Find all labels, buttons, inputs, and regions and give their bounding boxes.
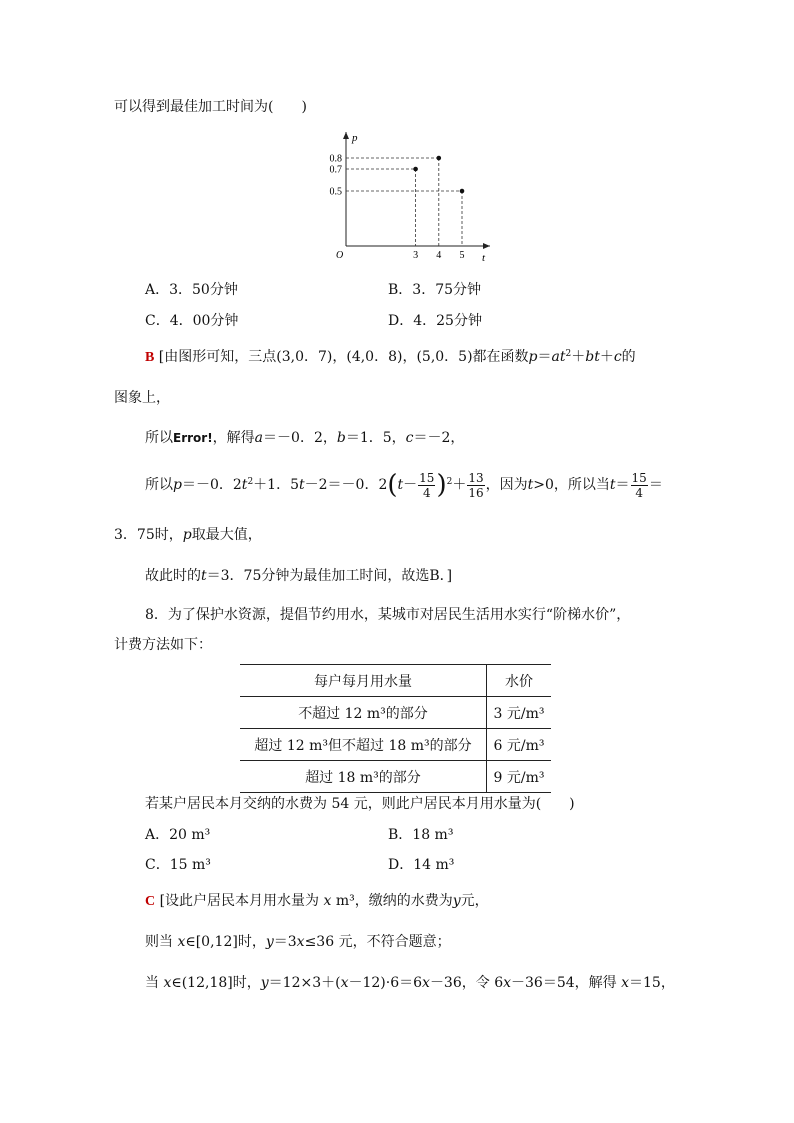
q8-question: 若某户居民本月交纳的水费为 54 元，则此户居民本月用水量为( ): [145, 796, 575, 812]
q7-option-c: C．4．00分钟: [145, 313, 239, 329]
q8-stem-line1: 8．为了保护水资源，提倡节约用水，某城市对居民生活用水实行“阶梯水价”，: [145, 607, 631, 623]
origin-label: O: [336, 250, 344, 261]
q8-answer-letter: C: [145, 894, 156, 909]
q7-solution-line1: B [由图形可知，三点(3,0．7)，(4,0．8)，(5,0．5)都在函数$p=at^2+bt+c$的: [145, 349, 636, 365]
table-cell: 9 元/m³: [487, 761, 552, 793]
data-point: [460, 189, 465, 194]
table-row: [240, 729, 551, 761]
y-tick-label: 0.7: [329, 164, 342, 176]
y-axis-arrow: [343, 132, 349, 139]
q7-solution-line2: 图象上，: [114, 390, 170, 406]
q7-solution-line4: 所以p＝－0．$2t^2+1$．5t－2＝－0．2(t－ $\frac{15}{4}$ )$^2$＋ $\frac{13}{16}$ ，因为t>0，所以当t＝ $\frac{15}{4}$ ＝: [145, 470, 663, 500]
data-point: [413, 167, 418, 172]
q8-stem-line2: 计费方法如下：: [114, 637, 212, 653]
x-tick-label: 5: [459, 250, 465, 261]
y-tick-label: 0.8: [329, 153, 342, 165]
table-header-row: [240, 665, 551, 697]
y-axis-label: p: [352, 132, 358, 144]
table-cell: 3 元/m³: [487, 697, 552, 729]
table-cell: 超过 18 m³的部分: [240, 761, 487, 793]
question-intro: 可以得到最佳加工时间为( ): [114, 99, 307, 115]
data-point: [437, 156, 442, 161]
fraction-15-4-b: $\frac{15}{4}$: [631, 470, 647, 500]
water-price-table: [240, 664, 551, 793]
fraction-15-4: $\frac{15}{4}$: [419, 470, 435, 500]
table-cell: 不超过 12 m³的部分: [240, 697, 487, 729]
x-axis-label: t: [482, 252, 486, 264]
x-tick-label: 4: [436, 250, 442, 261]
q8-solution-line3: 当 x∈(12,18]时，y＝12×3＋(x－12)·6＝6x－36，令 6x－36＝54，解得 x＝15，: [145, 975, 675, 991]
table-header-cell: 水价: [487, 665, 552, 697]
table-cell: 超过 12 m³但不超过 18 m³的部分: [240, 729, 487, 761]
q7-option-a: A．3．50分钟: [145, 282, 238, 298]
table-row: [240, 761, 551, 793]
q7-solution-line5: 3．75时，p取最大值，: [114, 527, 262, 543]
q7-answer-letter: B: [145, 350, 155, 365]
q8-option-b: B．18 m³: [388, 827, 454, 843]
q7-solution-line3: 所以Error!，解得a＝－0．2，b＝1．5，c＝－2，: [145, 430, 465, 446]
q8-solution-line1: C [设此户居民本月用水量为 x m³，缴纳的水费为y元，: [145, 893, 489, 909]
q7-option-b: B．3．75分钟: [388, 282, 482, 298]
table-row: [240, 697, 551, 729]
x-axis-arrow: [483, 243, 490, 249]
y-tick-label: 0.5: [329, 186, 342, 198]
q7-solution-line6: 故此时的t＝3．75分钟为最佳加工时间，故选B．]: [145, 568, 453, 584]
q7-option-d: D．4．25分钟: [388, 313, 482, 329]
q8-option-a: A．20 m³: [145, 827, 211, 843]
error-text: Error!: [173, 431, 213, 445]
table-header-cell: 每户每月用水量: [240, 665, 487, 697]
q8-option-d: D．14 m³: [388, 857, 455, 873]
fraction-13-16: $\frac{13}{16}$: [468, 470, 484, 500]
table-cell: 6 元/m³: [487, 729, 552, 761]
q8-solution-line2: 则当 x∈[0,12]时，y＝3x≤36 元，不符合题意；: [145, 934, 451, 950]
x-tick-label: 3: [413, 250, 419, 261]
q8-option-c: C．15 m³: [145, 857, 211, 873]
